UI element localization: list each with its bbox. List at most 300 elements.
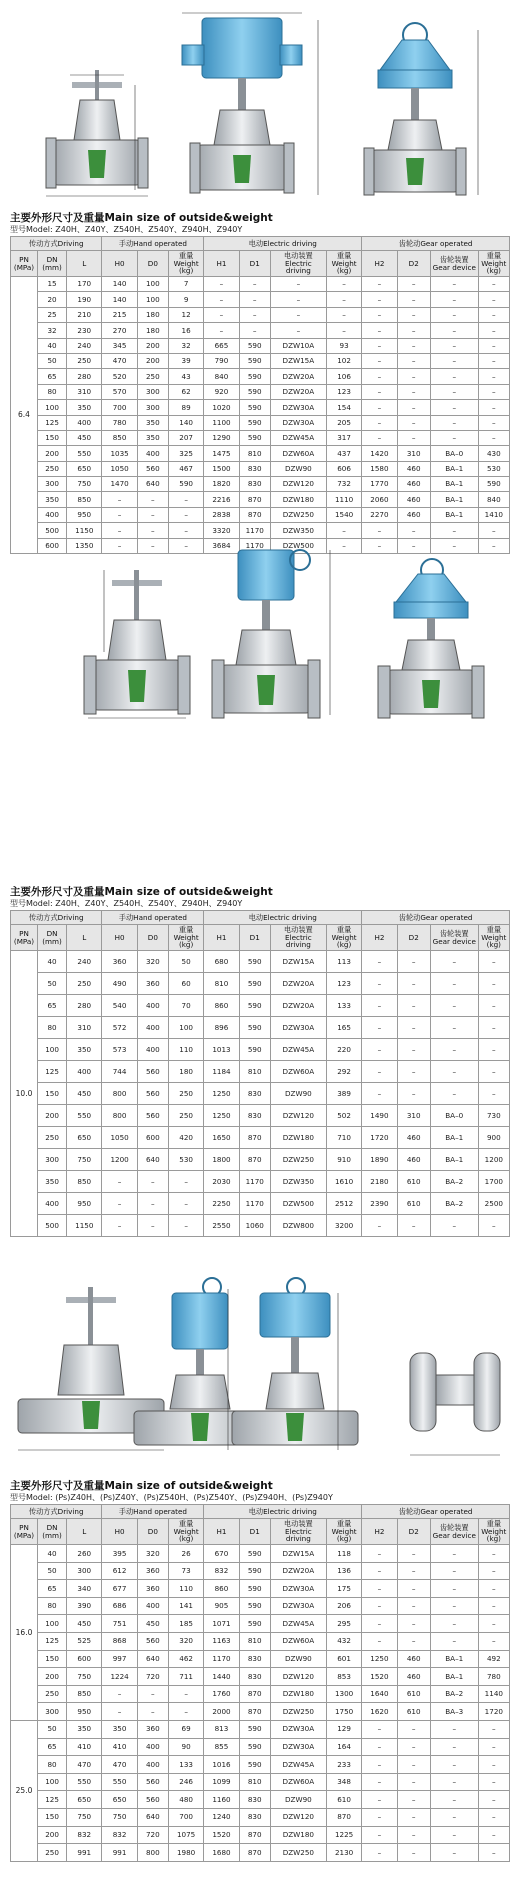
table-cell: 360 [137,1720,168,1738]
table-cell: 207 [168,430,203,445]
table-cell: – [397,1773,430,1791]
table-cell: – [430,307,478,322]
table-cell: DZW60A [270,1632,326,1650]
table-cell: 350 [38,492,67,507]
col-elec-device: 电动装置 Electric driving [270,251,326,277]
table-cell: – [102,1215,137,1237]
table-cell: 43 [168,369,203,384]
table-cell: 590 [239,1720,270,1738]
table-cell: 590 [239,338,270,353]
table-cell: 1720 [362,1127,397,1149]
table-cell: 460 [397,477,430,492]
table-1-body [11,277,510,554]
table-cell: 590 [239,1615,270,1633]
table-cell: 840 [478,492,509,507]
table-cell: – [168,1685,203,1703]
table-cell: 732 [326,477,361,492]
table-cell: 12 [168,307,203,322]
table-cell: – [430,951,478,973]
table-cell: 80 [38,1017,67,1039]
table-cell: DZW120 [270,1668,326,1686]
table-row [11,1127,510,1149]
table-cell: DZW180 [270,1826,326,1844]
table-cell: – [478,338,509,353]
table-cell: 450 [67,1615,102,1633]
table-cell: 855 [204,1738,239,1756]
table-cell: 665 [204,338,239,353]
table-cell: 32 [168,338,203,353]
table-cell: – [430,538,478,553]
table-row [11,307,510,322]
table-cell: – [362,353,397,368]
table-cell: DZW120 [270,1105,326,1127]
table-cell: – [397,415,430,430]
table-cell: – [397,995,430,1017]
table-cell: BA–0 [430,446,478,461]
col-dn: DN (mm) [38,251,67,277]
col-h2: H2 [362,925,397,951]
table-cell: 650 [67,461,102,476]
table-cell: 1200 [478,1149,509,1171]
table-cell: 606 [326,461,361,476]
table-cell: 590 [239,384,270,399]
table-cell: – [397,1083,430,1105]
table-cell: – [430,1083,478,1105]
table-cell: – [430,995,478,1017]
table-cell: DZW120 [270,477,326,492]
table-cell: – [362,338,397,353]
table-cell: – [270,292,326,307]
table-cell: – [137,1193,168,1215]
table-cell: DZW30A [270,415,326,430]
table-cell: 110 [168,1039,203,1061]
table-cell: 100 [38,1615,67,1633]
col-l: L [67,1519,102,1545]
col-d2: D2 [397,925,430,951]
table-cell: 950 [67,1703,102,1721]
table-cell: 560 [137,1773,168,1791]
table-cell: 1250 [204,1083,239,1105]
table-cell: 1224 [102,1668,137,1686]
table-cell: – [478,430,509,445]
table-cell: – [430,1791,478,1809]
table-cell: 1520 [204,1826,239,1844]
table-cell: – [362,277,397,292]
table-cell: – [239,277,270,292]
table-cell: 832 [67,1826,102,1844]
table-cell: – [478,1017,509,1039]
table-cell: 590 [239,353,270,368]
table-cell: – [397,430,430,445]
table-cell: 300 [137,384,168,399]
table-cell: 560 [137,1061,168,1083]
table-cell: 700 [102,400,137,415]
table-row [11,995,510,1017]
table-cell: 113 [326,951,361,973]
table-cell: 200 [38,1826,67,1844]
table-cell: BA–0 [430,1105,478,1127]
table-cell: – [168,1703,203,1721]
table-cell: – [362,430,397,445]
table-cell: 40 [38,338,67,353]
table-cell: 480 [168,1791,203,1809]
table-cell: 310 [397,1105,430,1127]
table-cell: 525 [67,1632,102,1650]
table-cell: 460 [397,1127,430,1149]
table-cell: 292 [326,1061,361,1083]
table-cell: 1184 [204,1061,239,1083]
table-cell: 1140 [478,1685,509,1703]
table-cell: 250 [137,369,168,384]
col-dn: DN (mm) [38,925,67,951]
table-row [11,400,510,415]
table-cell: – [137,1703,168,1721]
table-cell: 600 [137,1127,168,1149]
table-cell: BA–2 [430,1193,478,1215]
table-cell: 110 [168,1580,203,1598]
table-cell: DZW15A [270,353,326,368]
table-cell: DZW45A [270,1756,326,1774]
table-row [11,461,510,476]
table-cell: – [430,1615,478,1633]
table-cell: – [430,369,478,384]
table-cell: 250 [38,1844,67,1862]
table-cell: 7 [168,277,203,292]
table-cell: 350 [137,430,168,445]
table-cell: – [430,1597,478,1615]
table-cell: 1075 [168,1826,203,1844]
table-cell: 600 [38,538,67,553]
table-row [11,415,510,430]
table-cell: 432 [326,1632,361,1650]
table-cell: 460 [397,1149,430,1171]
table-cell: DZW250 [270,1149,326,1171]
table-cell: – [137,538,168,553]
table-cell: 460 [397,461,430,476]
table-cell: – [362,1756,397,1774]
table-cell: – [362,415,397,430]
table-row [11,1703,510,1721]
table-cell: 1300 [326,1685,361,1703]
table-cell: 800 [137,1844,168,1862]
table-cell: 870 [326,1808,361,1826]
table-cell: 280 [67,995,102,1017]
table-cell: 360 [102,951,137,973]
col-weight-gear: 重量 Weight (kg) [478,925,509,951]
col-d2: D2 [397,1519,430,1545]
table-cell: 118 [326,1545,361,1563]
table-cell: – [137,523,168,538]
table-cell: 430 [478,446,509,461]
size-table-1 [10,236,510,554]
table-cell: 1170 [239,1193,270,1215]
table-cell: 1050 [102,461,137,476]
table-cell: 810 [239,1632,270,1650]
table-cell: 100 [137,292,168,307]
table-cell: – [362,384,397,399]
table-cell: 3200 [326,1215,361,1237]
table-cell: 830 [239,461,270,476]
table-row [11,1597,510,1615]
table-cell: 853 [326,1668,361,1686]
table-cell: – [478,1808,509,1826]
table-cell: – [397,1039,430,1061]
hand-header: 手动Hand operated [102,1505,204,1519]
table-row [11,507,510,522]
section1-model: 型号Model: Z40H、Z40Y、Z540H、Z540Y、Z940H、Z940Y [10,225,243,234]
table-cell: – [204,307,239,322]
table-row [11,523,510,538]
table-cell: 50 [168,951,203,973]
table-cell: 1680 [204,1844,239,1862]
table-cell: 1110 [326,492,361,507]
valve-drawings-3 [0,1275,520,1475]
table-cell: 1050 [102,1127,137,1149]
table-cell: 133 [168,1756,203,1774]
table-cell: – [362,1017,397,1039]
table-cell: 1980 [168,1844,203,1862]
table-cell: – [478,384,509,399]
table-cell: 230 [67,323,102,338]
table-cell: – [326,307,361,322]
table-cell: – [362,1720,397,1738]
table-cell: 1890 [362,1149,397,1171]
table-cell: 1150 [67,1215,102,1237]
col-weight-hand: 重量 Weight (kg) [168,1519,203,1545]
table-cell: DZW60A [270,1061,326,1083]
table-cell: – [478,1826,509,1844]
table-cell: 590 [239,995,270,1017]
col-d1: D1 [239,925,270,951]
table-row [11,292,510,307]
table-cell: 1440 [204,1668,239,1686]
table-cell: – [430,1017,478,1039]
table-row [11,1017,510,1039]
table-cell: 250 [38,1685,67,1703]
flange-end-drawing [410,1353,500,1455]
table-row [11,1193,510,1215]
col-gear-device: 齿轮装置 Gear device [430,1519,478,1545]
table-cell: 560 [137,1791,168,1809]
table-cell: 310 [67,1017,102,1039]
table-cell: 400 [67,1061,102,1083]
table-row [11,1545,510,1563]
table-cell: 1200 [102,1149,137,1171]
table-cell: 905 [204,1597,239,1615]
table-cell: 1099 [204,1773,239,1791]
table-cell: – [430,430,478,445]
table-cell: DZW30A [270,1017,326,1039]
table-cell: 500 [38,1215,67,1237]
table-cell: 462 [168,1650,203,1668]
table-cell: – [270,277,326,292]
table-cell: 896 [204,1017,239,1039]
table-row [11,338,510,353]
table-cell: 320 [168,1632,203,1650]
table-cell: 350 [102,1720,137,1738]
table-cell: 50 [38,1720,67,1738]
table-cell: 530 [478,461,509,476]
table-cell: – [102,1171,137,1193]
table-cell: 467 [168,461,203,476]
table-cell: 9 [168,292,203,307]
table-cell: – [478,1791,509,1809]
valve-figure-3 [0,1275,520,1475]
col-h2: H2 [362,251,397,277]
table-cell: 590 [239,973,270,995]
table-cell: 744 [102,1061,137,1083]
table-cell: 317 [326,430,361,445]
table-cell: DZW20A [270,384,326,399]
table-cell: 300 [38,1149,67,1171]
table-cell: 1800 [204,1149,239,1171]
table-cell: – [362,973,397,995]
table-cell: – [397,1215,430,1237]
table-cell: 165 [326,1017,361,1039]
table-cell: 700 [168,1808,203,1826]
table-cell: 720 [137,1668,168,1686]
table-cell: – [430,1738,478,1756]
table-cell: 530 [168,1149,203,1171]
table-cell: – [204,292,239,307]
table-cell: – [397,384,430,399]
table-cell: 870 [239,1685,270,1703]
table-cell: – [478,1773,509,1791]
table-cell: 340 [67,1580,102,1598]
table-row [11,973,510,995]
table-cell: – [430,1773,478,1791]
table-cell: 870 [239,1127,270,1149]
table-cell: 590 [239,1039,270,1061]
table-cell: – [430,973,478,995]
table-cell: 141 [168,1597,203,1615]
table-cell: 26 [168,1545,203,1563]
table-cell: DZW45A [270,1615,326,1633]
table-cell: DZW15A [270,1545,326,1563]
table-cell: – [397,538,430,553]
section2-title: 主要外形尺寸及重量Main size of outside&weight [10,886,273,898]
table-cell: 1250 [204,1105,239,1127]
table-cell: 15 [38,277,67,292]
table-cell: 1540 [326,507,361,522]
table-cell: – [362,1791,397,1809]
table-cell: DZW30A [270,400,326,415]
section1-title: 主要外形尺寸及重量Main size of outside&weight [10,212,273,224]
table-cell: 140 [102,292,137,307]
table-cell: – [362,1215,397,1237]
table-cell: – [397,1720,430,1738]
table-cell: BA–1 [430,1127,478,1149]
col-gear-device: 齿轮装置 Gear device [430,251,478,277]
table-cell: – [362,1562,397,1580]
table-cell: 590 [239,1017,270,1039]
table-cell: 1020 [204,400,239,415]
table-cell: 395 [102,1545,137,1563]
gear-header: 齿轮动Gear operated [362,1505,510,1519]
table-cell: 610 [326,1791,361,1809]
table-row [11,369,510,384]
section3-model: 型号Model: (Ps)Z40H、(Ps)Z40Y、(Ps)Z540H、(Ps)Z540Y、(Ps)Z940H、(Ps)Z940Y [10,1493,333,1502]
col-h2: H2 [362,1519,397,1545]
table-cell: – [362,951,397,973]
table-cell: – [362,1039,397,1061]
table-cell: – [397,1597,430,1615]
table-cell: 470 [67,1756,102,1774]
table-cell: 360 [137,973,168,995]
table-cell: – [362,523,397,538]
table-cell: – [397,369,430,384]
table-cell: 350 [67,1039,102,1061]
size-table-2 [10,910,510,1237]
table-row [11,1844,510,1862]
table-cell: 2030 [204,1171,239,1193]
table-cell: – [204,323,239,338]
table-cell: 572 [102,1017,137,1039]
table-cell: – [430,292,478,307]
table-cell: DZW30A [270,1580,326,1598]
table-cell: 590 [239,1545,270,1563]
table-cell: 650 [102,1791,137,1809]
table-row [11,1615,510,1633]
table-cell: 650 [67,1791,102,1809]
table-cell: 240 [67,338,102,353]
table-cell: 220 [326,1039,361,1061]
table-cell: 520 [102,369,137,384]
gear-valve-drawing-2 [378,559,484,718]
table-cell: BA–1 [430,461,478,476]
table-cell: 860 [204,1580,239,1598]
table-cell: 1620 [362,1703,397,1721]
table-cell: 40 [38,951,67,973]
table-cell: 32 [38,323,67,338]
table-cell: 560 [137,1105,168,1127]
table-cell: 1250 [362,1650,397,1668]
table-cell: – [397,951,430,973]
table-cell: – [362,1826,397,1844]
table-cell: 40 [38,1545,67,1563]
table-cell: – [430,1632,478,1650]
table-cell: 390 [67,1597,102,1615]
table-cell: 460 [397,1668,430,1686]
table-cell: – [362,1545,397,1563]
table-cell: 250 [38,1127,67,1149]
table-cell: 2180 [362,1171,397,1193]
table-row [11,1756,510,1774]
table-cell: 590 [239,400,270,415]
table-cell: BA–1 [430,492,478,507]
table-cell: – [326,277,361,292]
table-cell: 590 [239,430,270,445]
table-cell: 1520 [362,1668,397,1686]
table-cell: 25 [38,307,67,322]
table-cell: 1720 [478,1703,509,1721]
table-cell: – [478,400,509,415]
table-cell: – [168,538,203,553]
table-row [11,1580,510,1598]
table-cell: – [362,369,397,384]
table-cell: DZW20A [270,369,326,384]
table-cell: 240 [67,951,102,973]
table-cell: 460 [397,492,430,507]
pn-cell: 16.0 [11,1545,38,1721]
table-cell: BA–3 [430,1703,478,1721]
table-cell: 389 [326,1083,361,1105]
table-cell: 3684 [204,538,239,553]
table-cell: 50 [38,1562,67,1580]
table-cell: – [397,1791,430,1809]
table-row [11,1039,510,1061]
table-cell: 750 [67,1808,102,1826]
